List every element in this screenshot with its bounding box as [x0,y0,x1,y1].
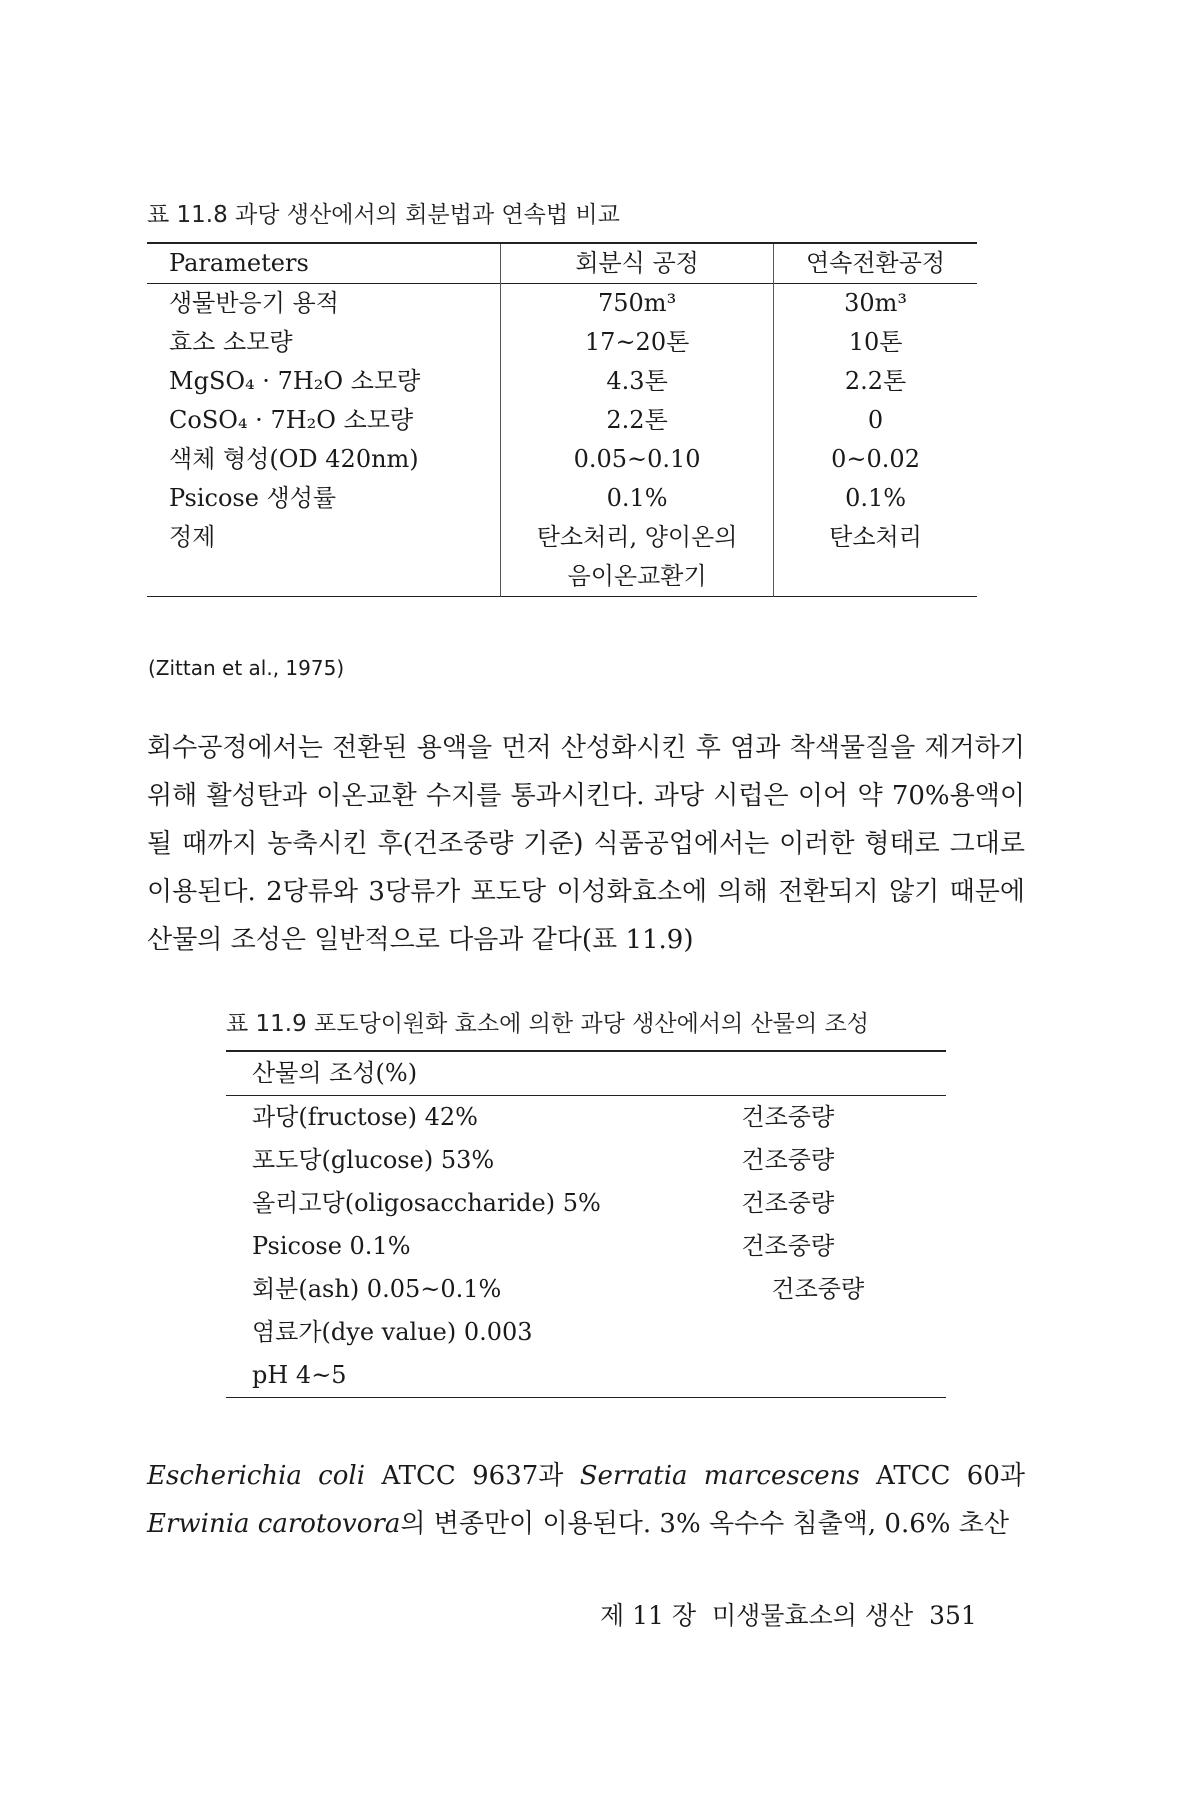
cell-basis [731,1354,946,1398]
table-row [226,1182,946,1225]
cell-basis [731,1311,946,1354]
table1-caption: 표 11.8 과당 생산에서의 회분법과 연속법 비교 [147,202,620,228]
cell-parameter: 색체 형성(OD 420nm) [169,445,419,473]
cell-batch: 750m³ [501,284,774,324]
table-row [147,362,977,401]
cell-continuous: 0.1% [774,479,977,518]
organism-name: Serratia marcescens [579,1461,860,1491]
table-row [226,1311,946,1354]
cell-batch: 4.3톤 [501,362,774,401]
footer-chapter: 제 11 장 [600,1601,697,1630]
cell-continuous: 10톤 [774,323,977,362]
organism-name: Erwinia carotovora [147,1509,401,1539]
table1-source: (Zittan et al., 1975) [148,656,345,680]
header-composition: 산물의 조성(%) [252,1059,418,1087]
table-row [226,1225,946,1268]
page-number: 351 [929,1601,977,1630]
footer-title: 미생물효소의 생산 [711,1601,914,1630]
composition-table [226,1050,946,1398]
cell-component: 과당(fructose) 42% [252,1103,478,1131]
cell-continuous: 2.2톤 [774,362,977,401]
cell-component: Psicose 0.1% [252,1232,411,1260]
cell-continuous: 탄소처리 [774,518,977,557]
cell-parameter: MgSO₄ · 7H₂O 소모량 [169,367,421,395]
cell-batch: 17~20톤 [501,323,774,362]
cell-parameter: Psicose 생성률 [169,484,337,512]
cell-continuous: 0 [774,401,977,440]
header-batch: 회분식 공정 [501,243,774,284]
header-continuous: 연속전환공정 [774,243,977,284]
table-row [147,284,977,324]
cell-batch: 탄소처리, 양이온의 [501,518,774,557]
cell-continuous [774,557,977,597]
cell-continuous: 0~0.02 [774,440,977,479]
table-row [226,1139,946,1182]
table-row [147,518,977,557]
cell-component: 포도당(glucose) 53% [252,1146,495,1174]
cell-continuous: 30m³ [774,284,977,324]
cell-basis: 건조중량 [741,1146,835,1174]
cell-batch: 2.2톤 [501,401,774,440]
table2-caption: 표 11.9 포도당이원화 효소에 의한 과당 생산에서의 산물의 조성 [226,1011,869,1037]
table-row [226,1268,946,1311]
table-row [226,1354,946,1398]
cell-parameter: CoSO₄ · 7H₂O 소모량 [169,406,414,434]
table-row [147,323,977,362]
cell-parameter: 정제 [169,523,216,551]
cell-component: 회분(ash) 0.05~0.1% [252,1275,502,1303]
body-paragraph: 회수공정에서는 전환된 용액을 먼저 산성화시킨 후 염과 착색물질을 제거하기 위해 활성탄과 이온교환 수지를 통과시킨다. 과당 시럽은 이어 약 70%용액이 될 때까지 농축시킨 후(건조중량 기준) 식품공업에서는 이러한 형태로 그대로 이용된다. 2당류와 3당류가 포도당 이성화효소에 의해 전환되지 않기 때문에 산물의 조성은 일반적으로 다음과 같다(표 11.9) [147,733,1025,955]
table-row [147,440,977,479]
table-row [147,557,977,597]
cell-component: pH 4~5 [252,1361,347,1389]
cell-basis: 건조중량 [741,1189,835,1217]
cell-parameter [147,557,501,597]
cell-basis: 건조중량 [771,1275,865,1303]
paragraph-text: ATCC 9637과 [365,1461,580,1491]
cell-parameter: 생물반응기 용적 [169,289,339,317]
table-row [226,1096,946,1140]
table-header-row [226,1051,946,1096]
table-row [147,401,977,440]
table-row [147,479,977,518]
cell-parameter: 효소 소모량 [169,328,293,356]
cell-basis: 건조중량 [741,1103,835,1131]
header-blank [731,1051,946,1096]
paragraph-text: 의 변종만이 이용된다. 3% 옥수수 침출액, 0.6% 초산 [400,1509,1009,1539]
body-paragraph-2 [147,1452,1025,1548]
cell-basis: 건조중량 [741,1232,835,1260]
header-parameters: Parameters [169,249,309,277]
cell-component: 염료가(dye value) 0.003 [252,1318,533,1346]
comparison-table [147,242,977,597]
cell-batch: 0.1% [501,479,774,518]
paragraph-text: ATCC 60과 [859,1461,1025,1491]
cell-component: 올리고당(oligosaccharide) 5% [252,1189,601,1217]
organism-name: Escherichia coli [147,1461,366,1491]
table-header-row [147,243,977,284]
cell-batch: 0.05~0.10 [501,440,774,479]
cell-batch: 음이온교환기 [501,557,774,597]
page-footer [600,1596,985,1632]
